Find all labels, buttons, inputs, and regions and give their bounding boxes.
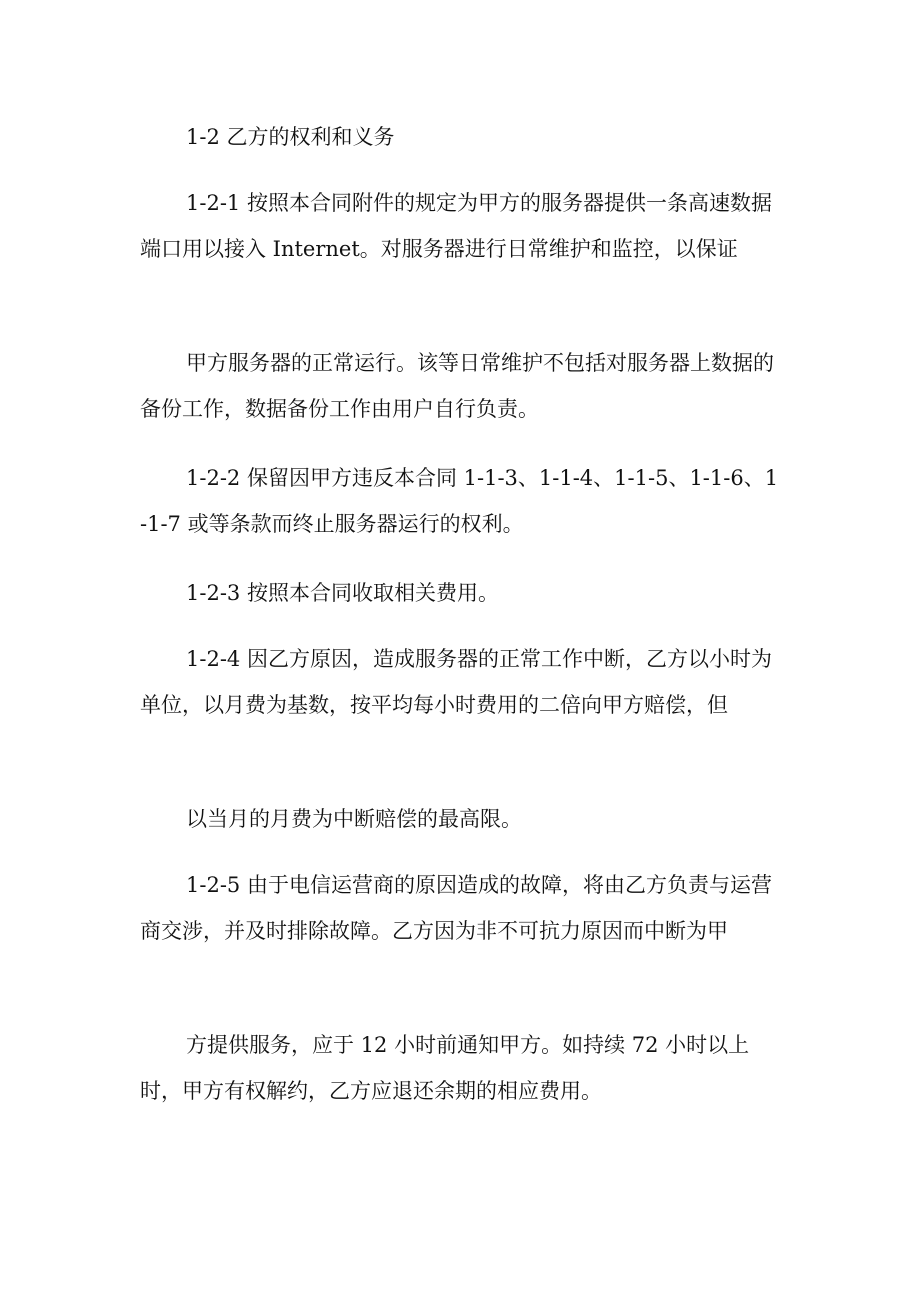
paragraph-clause-1-2-2: 1-2-2 保留因甲方违反本合同 1-1-3、1-1-4、1-1-5、1-1-6、1-1-7 或等条款而终止服务器运行的权利。 xyxy=(140,466,779,536)
paragraph-clause-1-2-5: 1-2-5 由于电信运营商的原因造成的故障，将由乙方负责与运营商交涉，并及时排除故障。乙方因为非不可抗力原因而中断为甲 xyxy=(140,873,772,943)
document-page xyxy=(140,0,780,1302)
paragraph-clause-1-2-3: 1-2-3 按照本合同收取相关费用。 xyxy=(186,581,499,605)
section-heading: 1-2 乙方的权利和义务 xyxy=(186,125,395,149)
paragraph-clause-1-2-4: 1-2-4 因乙方原因，造成服务器的正常工作中断，乙方以小时为单位，以月费为基数，按平均每小时费用的二倍向甲方赔偿，但 xyxy=(140,647,772,717)
paragraph-continuation-3: 方提供服务，应于 12 小时前通知甲方。如持续 72 小时以上时，甲方有权解约，乙方应退还余期的相应费用。 xyxy=(140,1033,750,1103)
paragraph-clause-1-2-1: 1-2-1 按照本合同附件的规定为甲方的服务器提供一条高速数据端口用以接入 Internet。对服务器进行日常维护和监控，以保证 xyxy=(140,191,772,261)
paragraph-continuation-2: 以当月的月费为中断赔偿的最高限。 xyxy=(186,807,522,831)
paragraph-continuation-1: 甲方服务器的正常运行。该等日常维护不包括对服务器上数据的备份工作，数据备份工作由用户自行负责。 xyxy=(140,351,774,421)
